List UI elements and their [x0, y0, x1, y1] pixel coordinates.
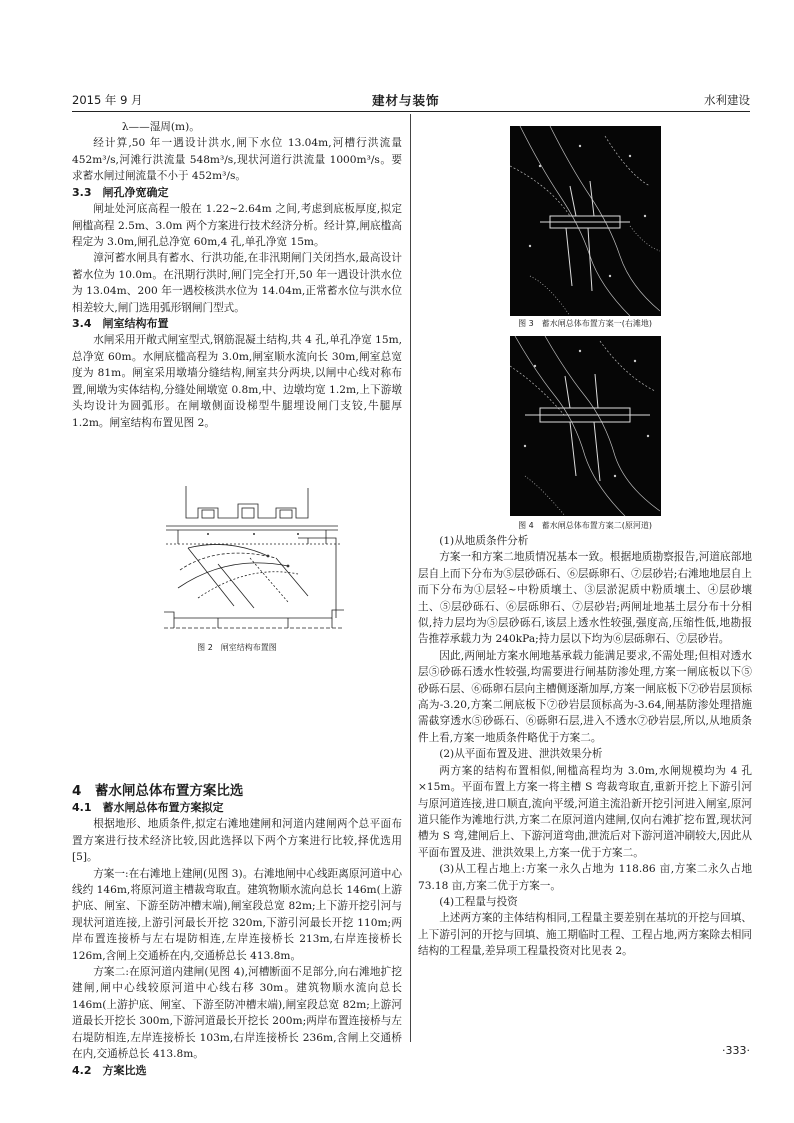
- figure-4-caption: 图 4 蓄水闸总体布置方案二(原河道): [518, 521, 652, 530]
- section-heading-4: 4 蓄水闸总体布置方案比选: [72, 782, 244, 799]
- figure-3-caption: 图 3 蓄水闸总体布置方案一(右滩地): [518, 319, 652, 328]
- section-heading-3-3: 3.3 闸孔净宽确定: [72, 185, 169, 199]
- journal-name: 建材与装饰: [372, 93, 440, 108]
- figure-2-caption: 图 2 闸室结构布置图: [197, 643, 277, 652]
- figure-4-image: [510, 336, 661, 516]
- paragraph: 方案二:在原河道内建闸(见图 4),河槽断面不足部分,向右滩地扩挖建闸,闸中心线较原河道中心线右移 30m。建筑物顺水流向总长 146m(上游护底、闸室、下游至防冲槽末端),闸室段总宽 82m;上游河道最长开挖长 300m,下游河道最长开挖长 200m;两岸布置连接桥与左右堤防相连,左岸连接桥长 103m,右岸连接桥长 236m,含闸上交通桥在内,交通桥总长 413.8m。: [72, 966, 402, 1061]
- paragraph: 经计算,50 年一遇设计洪水,闸下水位 13.04m,河槽行洪流量 452m³/s,河滩行洪流量 548m³/s,现状河道行洪流量 1000m³/s。要求蓄水闸过闸流量不小于 452m³/s。: [72, 137, 402, 183]
- subsection-label: (2)从平面布置及进、泄洪效果分析: [439, 748, 603, 761]
- column-divider: [410, 114, 411, 1042]
- right-column: [418, 533, 752, 960]
- paragraph: (3)从工程占地上:方案一永久占地为 118.86 亩,方案二永久占地 73.18 亩,方案二优于方案一。: [418, 863, 752, 892]
- paragraph: 根据地形、地质条件,拟定右滩地建闸和河道内建闸两个总平面布置方案进行技术经济比较,因此选择以下两个方案进行比较,择优选用[5]。: [72, 818, 402, 864]
- formula-definition: λ——湿周(m)。: [121, 121, 200, 133]
- section-heading-3-4: 3.4 闸室结构布置: [72, 316, 169, 330]
- section-heading-4-2: 4.2 方案比选: [72, 1063, 147, 1077]
- paragraph: 水闸采用开敞式闸室型式,钢筋混凝土结构,共 4 孔,单孔净宽 15m,总净宽 60m。水闸底槛高程为 3.0m,闸室顺水流向长 30m,闸室总宽度为 81m。闸室采用墩墙分缝结构,闸室共分两块,以闸中心线对称布置,闸墩为实体结构,分缝处闸墩宽 0.8m,中、边墩均宽 1.2m,上下游墩头均设计为圆弧形。在闸墩侧面设梯型牛腿埋设闸门支铰,牛腿厚 1.2m。闸室结构布置见图 2。: [72, 334, 402, 429]
- paragraph: 两方案的结构布置相似,闸槛高程均为 3.0m,水闸规模均为 4 孔×15m。平面布置上方案一将主槽 S 弯裁弯取直,重新开挖上下游引河与原河道连接,进口顺直,流向平缓,河道主流沿新开挖引河进入闸室,原河道只能作为滩地行洪,方案二在原河道内建闸,仅向右滩扩挖布置,现状河槽为 S 弯,建闸后上、下游河道弯曲,泄流后对下游河道冲刷较大,因此从平面布置及进、泄洪效果上,方案一优于方案二。: [418, 764, 752, 859]
- subsection-label: (4)工程量与投资: [439, 895, 518, 908]
- paragraph: 上述两方案的主体结构相同,工程量主要差别在基坑的开挖与回填、上下游引河的开挖与回填、施工期临时工程、工程占地,两方案除去相同结构的工程量,差异项工程量投资对比见表 2。: [418, 912, 752, 958]
- subsection-label: (1)从地质条件分析: [439, 535, 529, 547]
- section-name: 水利建设: [704, 93, 750, 107]
- figure-2-drawing: [158, 478, 348, 636]
- paragraph: 闸址处河底高程一般在 1.22~2.64m 之间,考虑到底板厚度,拟定闸槛高程 2.5m、3.0m 两个方案进行技术经济分析。经计算,闸底槛高程定为 3.0m,闸孔总净宽 60m,4 孔,单孔净宽 15m。: [72, 203, 402, 248]
- running-header: [72, 92, 750, 108]
- paragraph: 方案一和方案二地质情况基本一致。根据地质勘察报告,河道底部地层自上而下分布为⑤层砂砾石、⑥层砾卵石、⑦层砂岩;右滩地地层自上而下分布为①层轻~中粉质壤土、③层淤泥质中粉质壤土、④层砂壤土、⑤层砂砾石、⑥层砾卵石、⑦层砂岩;两闸址地基土层分布十分相似,持力层均为⑤层砂砾石,该层上透水性较强,强度高,压缩性低,地勘报告推荐承载力为 240kPa;持力层以下均为⑥层砾卵石、⑦层砂岩。: [418, 551, 752, 646]
- header-rule: [72, 111, 750, 112]
- page-number: ·333·: [722, 1044, 750, 1057]
- paragraph: 方案一:在右滩地上建闸(见图 3)。右滩地闸中心线距离原河道中心线约 146m,将原河道主槽裁弯取直。建筑物顺水流向总长 146m(上游护底、闸室、下游至防冲槽末端),闸室段总宽 82m;上下游开挖引河与现状河道连接,上游引河最长开挖 320m,下游引河最长开挖 110m;两岸布置连接桥与左右堤防相连,左岸连接桥长 213m,右岸连接桥长 126m,含闸上交通桥在内,交通桥总长 413.8m。: [72, 867, 402, 962]
- paragraph: 因此,两闸址方案水闸地基承载力能满足要求,不需处理;但相对透水层⑤砂砾石透水性较强,均需要进行闸基防渗处理,方案一闸底板以下⑤砂砾石层、⑥砾卵石层向主槽侧逐渐加厚,方案一闸底板下⑦砂岩层顶标高为-3.20,方案二闸底板下⑦砂岩层顶标高为-3.64,闸基防渗处理措施需截穿透水⑤砂砾石、⑥砾卵石层,进入不透水⑦砂岩层,所以,从地质条件上看,方案一地质条件略优于方案二。: [418, 649, 752, 744]
- figure-3-image: [510, 126, 661, 316]
- section-heading-4-1: 4.1 蓄水闸总体布置方案拟定: [72, 800, 224, 814]
- paragraph: 漳河蓄水闸具有蓄水、行洪功能,在非汛期闸门关闭挡水,最高设计蓄水位为 10.0m。在汛期行洪时,闸门完全打开,50 年一遇设计洪水位为 13.04m、200 年一遇校核洪水位为 14.04m,正常蓄水位与洪水位相差较大,闸门选用弧形钢闸门型式。: [72, 252, 402, 314]
- issue-date: 2015 年 9 月: [72, 93, 143, 107]
